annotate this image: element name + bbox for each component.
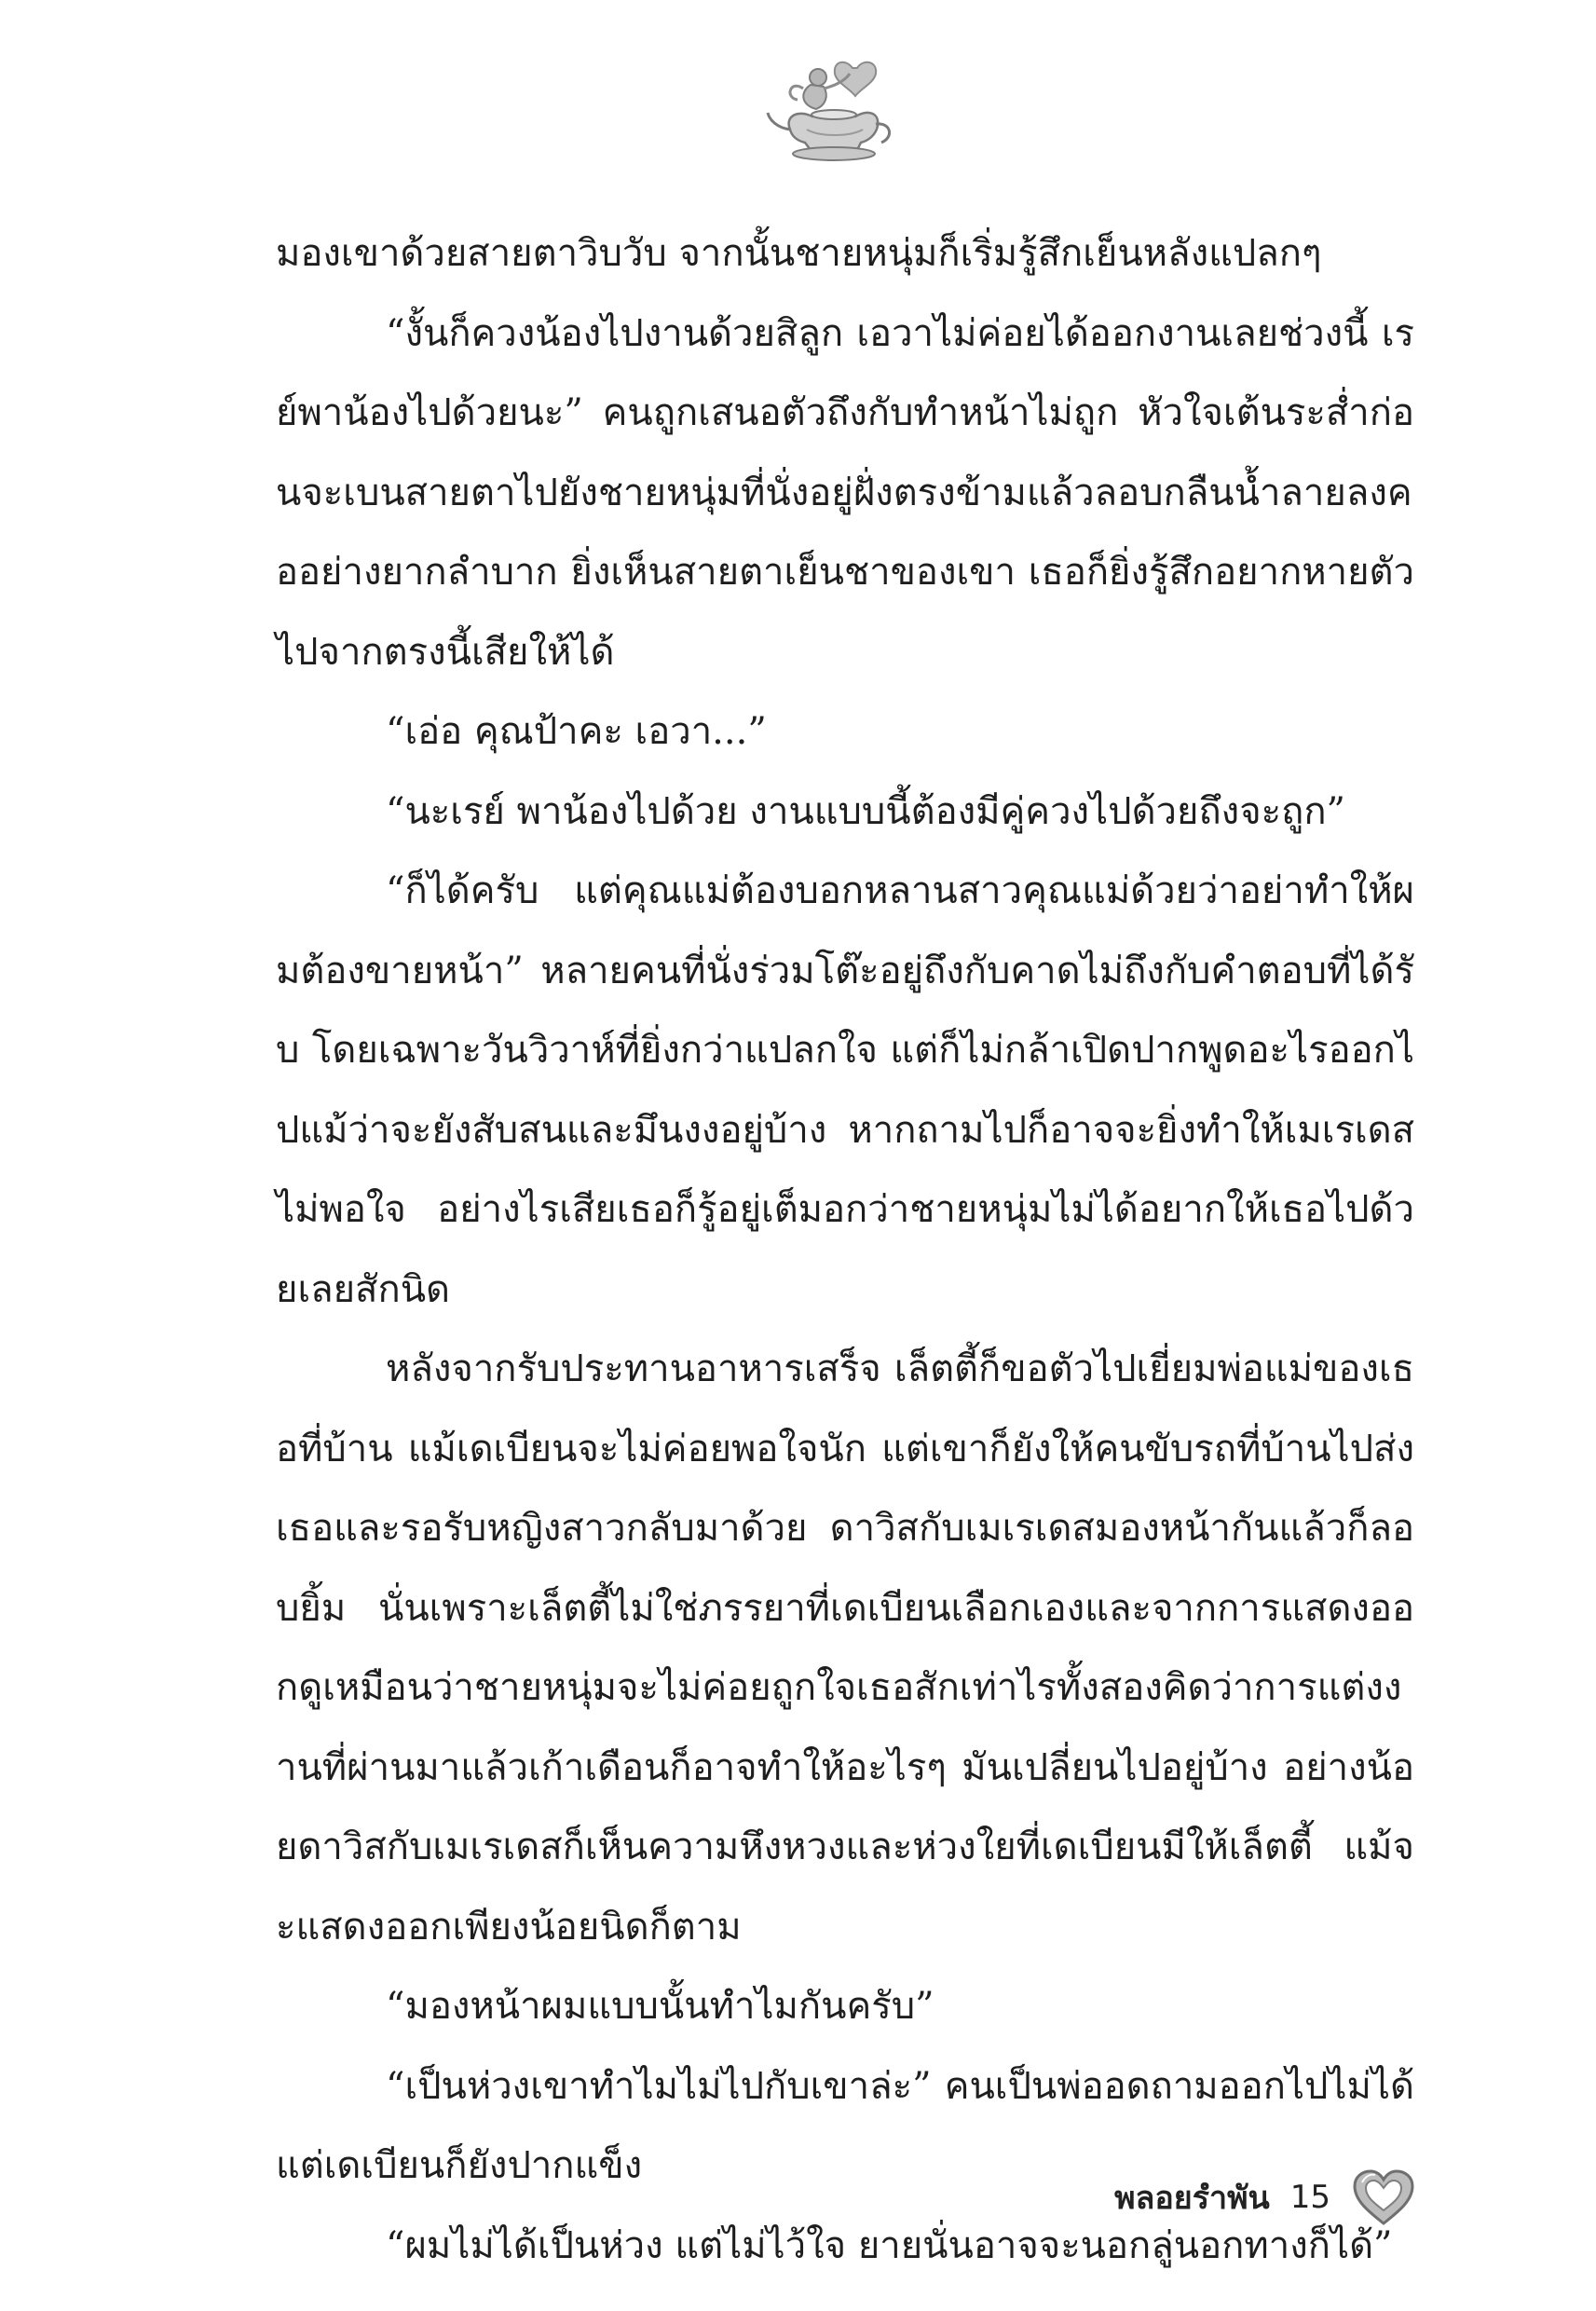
paragraph: มองเขาด้วยสายตาวิบวับ จากนั้นชายหนุ่มก็เริ่มรู้สึกเย็นหลังแปลกๆ xyxy=(276,232,1322,275)
heart-ornament-icon xyxy=(1351,2167,1416,2227)
cupid-teapot-ornament-icon xyxy=(764,51,904,172)
paragraph: หลังจากรับประทานอาหารเสร็จ เล็ตตี้ก็ขอตัวไปเยี่ยมพ่อแม่ของเธอที่บ้าน แม้เดเบียนจะไม่ค่อยพอใจนัก แต่เขาก็ยังให้คนขับรถที่บ้านไปส่งเธอและรอรับหญิงสาวกลับมาด้วย ดาวิสกับเมเรเดสมองหน้ากันแล้วก็ลอบยิ้ม นั่นเพราะเล็ตตี้ไม่ใช่ภรรยาที่เดเบียนเลือกเองและจากการแสดงออกดูเหมือนว่าชายหนุ่มจะไม่ค่อยถูกใจเธอสักเท่าไรทั้งสองคิดว่าการแต่งงานที่ผ่านมาแล้วเก้าเดือนก็อาจทำให้อะไรๆ มันเปลี่ยนไปอยู่บ้าง อย่างน้อยดาวิสกับเมเรเดสก็เห็นความหึงหวงและห่วงใยที่เดเบียนมีให้เล็ตตี้ แม้จะแสดงออกเพียงน้อยนิดก็ตาม xyxy=(276,1347,1414,1949)
paragraph: “ผมไม่ได้เป็นห่วง แต่ไม่ไว้ใจ ยายนั่นอาจจะนอกลู่นอกทางก็ได้” xyxy=(386,2223,1393,2267)
paragraph: “งั้นก็ควงน้องไปงานด้วยสิลูก เอวาไม่ค่อยได้ออกงานเลยช่วงนี้ เรย์พาน้องไปด้วยนะ” คนถูกเสนอตัวถึงกับทำหน้าไม่ถูก หัวใจเต้นระส่ำก่อนจะเบนสายตาไปยังชายหนุ่มที่นั่งอยู่ฝั่งตรงข้ามแล้วลอบกลืนน้ำลายลงคออย่างยากลำบาก ยิ่งเห็นสายตาเย็นชาของเขา เธอก็ยิ่งรู้สึกอยากหายตัวไปจากตรงนี้เสียให้ได้ xyxy=(276,311,1414,674)
paragraph: “เป็นห่วงเขาทำไมไม่ไปกับเขาล่ะ” คนเป็นพ่ออดถามออกไปไม่ได้ แต่เดเบียนก็ยังปากแข็ง xyxy=(276,2064,1414,2187)
paragraph: “เอ่อ คุณป้าคะ เอวา...” xyxy=(386,710,767,753)
page-number: 15 xyxy=(1289,2179,1330,2216)
page-footer xyxy=(1025,2160,1416,2235)
paragraph: “ก็ได้ครับ แต่คุณแม่ต้องบอกหลานสาวคุณแม่ด้วยว่าอย่าทำให้ผมต้องขายหน้า” หลายคนที่นั่งร่วมโต๊ะอยู่ถึงกับคาดไม่ถึงกับคำตอบที่ได้รับ โดยเฉพาะวันวิวาห์ที่ยิ่งกว่าแปลกใจ แต่ก็ไม่กล้าเปิดปากพูดอะไรออกไปแม้ว่าจะยังสับสนและมึนงงอยู่บ้าง หากถามไปก็อาจจะยิ่งทำให้เมเรเดสไม่พอใจ อย่างไรเสียเธอก็รู้อยู่เต็มอกว่าชายหนุ่มไม่ได้อยากให้เธอไปด้วยเลยสักนิด xyxy=(276,869,1414,1311)
body-text xyxy=(276,214,1414,2286)
book-title: พลอยรำพัน xyxy=(1114,2180,1270,2217)
paragraph: “นะเรย์ พาน้องไปด้วย งานแบบนี้ต้องมีคู่ควงไปด้วยถึงจะถูก” xyxy=(386,789,1345,833)
paragraph: “มองหน้าผมแบบนั้นทำไมกันครับ” xyxy=(386,1985,934,2028)
